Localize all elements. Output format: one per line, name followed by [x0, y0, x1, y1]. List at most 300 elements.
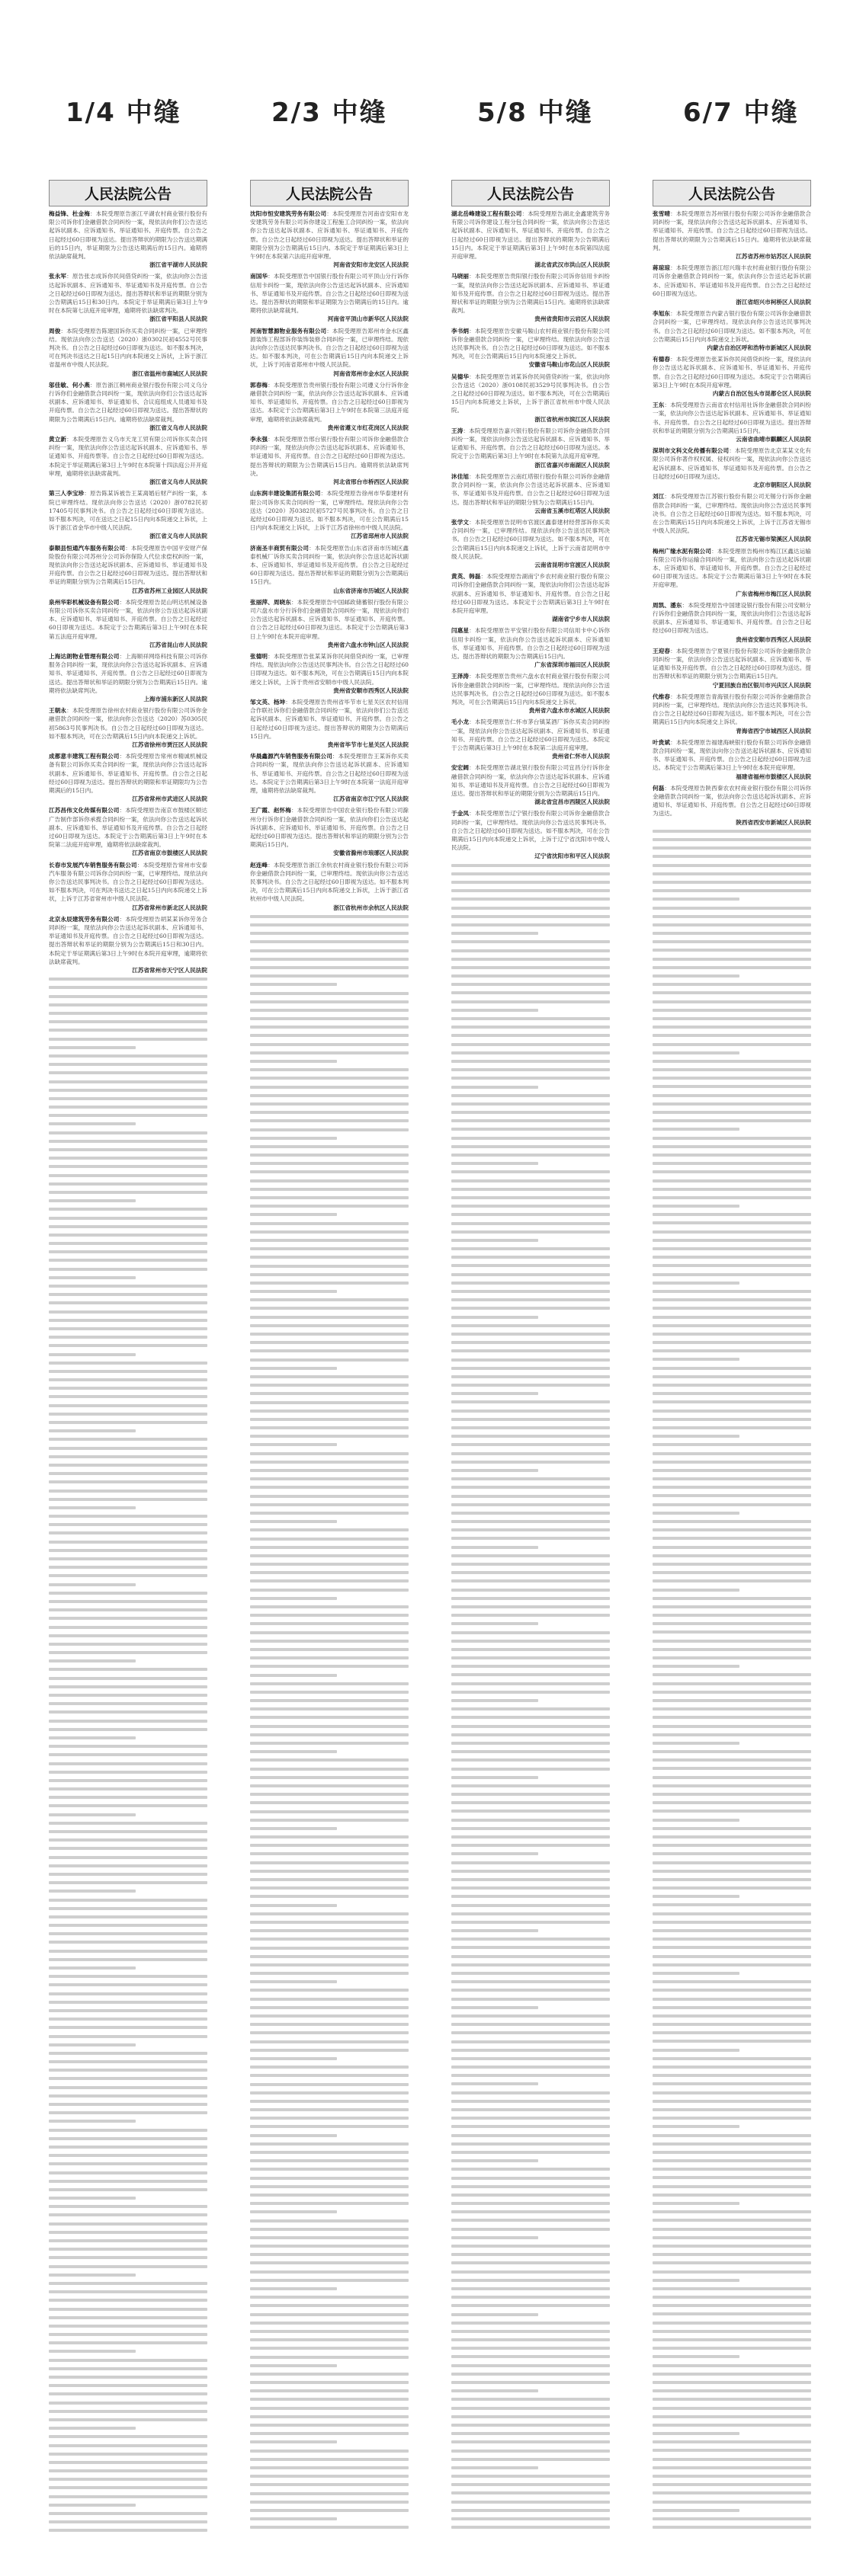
small-print-line	[250, 1060, 337, 1063]
small-print-line	[451, 1589, 610, 1592]
small-print-line	[653, 1503, 811, 1506]
notice-court: 上海市浦东新区人民法院	[143, 695, 207, 702]
small-print-line	[451, 2253, 610, 2256]
small-print-line	[653, 872, 811, 875]
small-print-line	[653, 1605, 811, 1608]
small-print-line	[653, 1102, 811, 1106]
small-print-line	[49, 1787, 207, 1790]
small-print-line	[653, 1656, 811, 1659]
small-print-line	[250, 2287, 337, 2290]
small-print-line	[653, 2049, 739, 2052]
small-print-line	[250, 1094, 409, 1097]
small-print-line	[250, 1495, 409, 1498]
small-print-line	[49, 2239, 207, 2242]
small-print-line	[653, 2185, 811, 2188]
small-print-line	[451, 1998, 610, 2001]
small-print-line	[49, 2444, 207, 2447]
small-print-line	[49, 1498, 207, 1501]
small-print-line	[653, 2381, 811, 2384]
small-print-line	[250, 1538, 409, 1541]
small-print-line	[250, 1349, 409, 1352]
small-print-line	[653, 2424, 811, 2427]
small-print-line	[653, 1955, 811, 1958]
small-print-line	[250, 1273, 409, 1276]
small-print-line	[653, 1068, 811, 1071]
small-print-line	[250, 2313, 409, 2316]
small-print-line	[451, 2338, 610, 2341]
notice-party: 湖北岳峰建设工程有限公司	[451, 210, 522, 217]
small-print-line	[49, 1429, 136, 1432]
notice-court: 江苏省徐州市贾汪区人民法院	[132, 741, 207, 748]
notice-court: 江苏省昆山市人民法院	[149, 641, 207, 648]
column-banner: 人民法院公告	[49, 180, 207, 206]
small-print-line	[49, 2341, 207, 2344]
small-print-line	[49, 2410, 207, 2413]
small-print-line	[653, 1435, 739, 1438]
notice-court: 贵州省六盘水市钟山区人民法院	[327, 641, 409, 648]
small-print-line	[49, 1531, 207, 1534]
small-print-line	[653, 2210, 811, 2213]
small-print-line	[653, 2202, 739, 2205]
small-print-line	[49, 1157, 207, 1160]
small-print-line	[250, 1648, 409, 1651]
notice-column-4	[653, 180, 811, 2542]
notice-party: 黄英、韩磊	[451, 573, 481, 581]
small-print-line	[250, 1392, 409, 1395]
small-print-line	[653, 2108, 811, 2111]
small-print-line	[250, 2125, 409, 2128]
small-print-line	[250, 1589, 409, 1592]
small-print-line	[451, 2057, 610, 2060]
small-print-line	[250, 2151, 409, 2154]
small-print-line	[653, 2364, 811, 2367]
notice-body: ：本院受理原告中国邮政储蓄银行股份有限公司六盘水市分行诉你们金融借款合同纠纷一案，现依法向你们公告送达起诉状副本、应诉通知书、举证通知书、开庭传票。自公告之日起经过60日即视为送达。本院定于公告期满后第3日上午9时在本院开庭审理。	[250, 598, 409, 640]
small-print-line	[451, 1443, 610, 1446]
notice-item	[49, 861, 207, 912]
small-print-line	[49, 1651, 207, 1654]
notice-court: 江苏省南京市江宁区人民法院	[333, 795, 409, 803]
small-print-line	[250, 1452, 409, 1455]
small-print-line	[49, 1046, 136, 1049]
small-print-line	[250, 1102, 409, 1106]
small-print-line	[49, 1523, 207, 1526]
small-print-line	[451, 1034, 610, 1037]
small-print-line	[451, 1554, 610, 1557]
small-print-line	[49, 1038, 207, 1041]
small-print-line	[250, 1852, 409, 1855]
small-print-line	[653, 1162, 811, 1165]
small-print-line	[49, 1549, 207, 1552]
small-print-line	[451, 1495, 610, 1498]
small-print-line	[451, 1972, 610, 1975]
small-print-line	[451, 1256, 610, 1259]
small-print-line	[250, 1358, 409, 1362]
column-filler	[250, 915, 409, 2529]
small-print-line	[451, 2159, 538, 2162]
small-print-line	[250, 2023, 409, 2026]
small-print-line	[49, 2333, 207, 2336]
small-print-line	[49, 1191, 207, 1194]
small-print-line	[653, 1137, 811, 1140]
small-print-line	[451, 983, 610, 986]
small-print-line	[250, 1486, 409, 1489]
notice-body: ：本院受理原告陈建国诉你买卖合同纠纷一案，已审理终结。现依法向你公告送达（2020）浙0302民初4552号民事判决书。自公告之日起经过60日即视为送达。如不服本判决，可在判决书送达之日起15日内向本院递交上诉状，上诉于浙江省温州市中级人民法院。	[49, 327, 207, 369]
small-print-line	[653, 1742, 739, 1745]
small-print-line	[49, 1259, 207, 1262]
small-print-line	[653, 838, 811, 841]
small-print-line	[451, 1426, 610, 1429]
small-print-line	[250, 2296, 409, 2299]
notice-body: ：上海顺祥网络科技有限公司诉你服务合同纠纷一案，现依法向你公告送达起诉状副本、应诉通知书、举证通知书、开庭传票。自公告之日起经过60日即视为送达。提出答辩状和举证的期限分别为公告期满后15日内。逾期将依法缺席判决。	[49, 652, 207, 694]
small-print-line	[250, 1571, 409, 1574]
small-print-line	[49, 2052, 207, 2055]
small-print-line	[250, 1605, 409, 1608]
small-print-line	[653, 2338, 811, 2341]
small-print-line	[49, 1941, 207, 1944]
small-print-line	[451, 2509, 610, 2512]
notice-court: 广东省梅州市梅江区人民法院	[736, 590, 811, 597]
notice-party: 马晓丽	[451, 273, 470, 280]
small-print-line	[250, 2253, 409, 2256]
notice-item	[451, 718, 610, 760]
notice-party: 李永强	[250, 436, 268, 443]
small-print-line	[451, 1435, 610, 1438]
small-print-line	[451, 1264, 610, 1267]
notice-court: 贵州省仁怀市人民法院	[552, 753, 610, 760]
notice-court: 贵州省贵阳市云岩区人民法院	[534, 315, 610, 323]
small-print-line	[49, 2171, 207, 2174]
notice-body: ：本院受理原告平安银行股份有限公司信用卡中心诉你信用卡纠纷一案，依法向你公告送达起诉状副本、应诉通知书、举证通知书、开庭传票。自公告之日起经过60日即视为送达。提出答辩状的期限为公告期满后15日内。	[451, 627, 610, 660]
small-print-line	[250, 1316, 409, 1319]
small-print-line	[451, 1878, 610, 1881]
small-print-line	[250, 1622, 409, 1625]
small-print-line	[250, 983, 337, 986]
small-print-line	[49, 2274, 136, 2277]
notice-item	[49, 706, 207, 749]
small-print-line	[451, 2483, 610, 2486]
small-print-line	[653, 1298, 811, 1301]
small-print-line	[653, 2261, 811, 2264]
notice-court: 湖南省宁乡市人民法院	[552, 616, 610, 623]
small-print-line	[49, 1626, 207, 1629]
small-print-line	[653, 1716, 811, 1719]
notice-body: ：本院受理原告湖北银行股份有限公司宜昌分行诉你金融借款合同纠纷一案，依法向你公告送达起诉状副本、应诉通知书、举证通知书及开庭传票。自公告之日起经过60日即视为送达。提出答辩状和举证的期限分别为公告期满后15日内。	[451, 764, 610, 797]
small-print-line	[49, 2146, 207, 2149]
small-print-line	[49, 1490, 207, 1493]
small-print-line	[653, 2117, 811, 2120]
small-print-line	[250, 1520, 337, 1523]
small-print-line	[49, 2009, 207, 2012]
small-print-line	[250, 2415, 409, 2418]
small-print-line	[250, 2159, 409, 2162]
small-print-line	[451, 932, 538, 935]
small-print-line	[250, 2458, 409, 2461]
small-print-line	[250, 1265, 409, 1268]
small-print-line	[653, 2091, 811, 2094]
small-print-line	[250, 1929, 409, 1932]
small-print-line	[250, 2398, 409, 2401]
small-print-line	[451, 1691, 610, 1694]
small-print-line	[49, 1353, 136, 1356]
small-print-line	[653, 2066, 811, 2069]
small-print-line	[653, 1026, 811, 1029]
small-print-line	[653, 2228, 811, 2231]
small-print-line	[49, 1285, 207, 1288]
small-print-line	[653, 2509, 739, 2512]
notice-item	[653, 784, 811, 827]
small-print-line	[250, 923, 409, 926]
small-print-line	[451, 1870, 610, 1873]
small-print-line	[451, 2407, 610, 2410]
notice-party: 赵连峰	[250, 861, 268, 869]
notice-party: 郭春梅	[250, 381, 268, 389]
notice-item	[451, 472, 610, 515]
small-print-line	[653, 1119, 811, 1122]
small-print-line	[451, 1716, 610, 1719]
small-print-line	[49, 1362, 207, 1365]
small-print-line	[250, 2364, 337, 2367]
small-print-line	[250, 2091, 409, 2094]
small-print-line	[451, 1017, 610, 1020]
notice-item	[250, 489, 409, 540]
small-print-line	[451, 2066, 610, 2069]
notice-court: 云南省曲靖市麒麟区人民法院	[736, 436, 811, 443]
small-print-line	[653, 2347, 811, 2350]
small-print-line	[653, 1367, 811, 1370]
small-print-line	[451, 958, 610, 961]
small-print-line	[451, 1758, 610, 1762]
notice-body: ：原告浙江稠州商业银行股份有限公司义乌分行诉你们金融借款合同纠纷一案，现依法向你们公告送达起诉状副本、应诉通知书、举证通知书、合议庭组成人员通知书及开庭传票。自公告之日起经过60日即视为送达。提出答辩状的期限为公告期满后15日内。逾期将依法缺席裁判。	[49, 381, 207, 423]
notice-party: 张雪晴	[653, 210, 671, 217]
small-print-line	[451, 2450, 610, 2453]
small-print-line	[451, 1043, 610, 1046]
small-print-line	[653, 2373, 811, 2376]
small-print-line	[49, 1395, 207, 1398]
small-print-line	[250, 2509, 409, 2512]
small-print-line	[49, 1677, 207, 1680]
small-print-line	[653, 2287, 811, 2290]
small-print-line	[49, 1387, 207, 1390]
small-print-line	[451, 2219, 610, 2222]
notice-body: ：本院受理原告北京某某文化有限公司诉你著作权权属、侵权纠纷一案，现依法向你公告送达起诉状副本、应诉通知书、举证通知书及开庭传票。自公告之日起经过60日即视为送达。	[653, 447, 811, 480]
small-print-line	[653, 1750, 811, 1753]
small-print-line	[250, 1955, 409, 1958]
notice-item	[451, 672, 610, 715]
small-print-line	[451, 1946, 610, 1949]
notice-body: ：本院受理原告张某诉你民间借贷纠纷一案，现依法向你公告送达起诉状副本、应诉通知书、举证通知书、开庭传票。自公告之日起经过60日即视为送达。本院定于公告期满后第3日上午9时在本院开庭审理。	[653, 356, 811, 389]
small-print-line	[451, 1528, 610, 1531]
small-print-line	[49, 1830, 207, 1833]
small-print-line	[49, 1148, 207, 1151]
small-print-line	[451, 2049, 610, 2052]
notice-list	[250, 210, 409, 912]
small-print-line	[451, 1145, 610, 1148]
small-print-line	[451, 2304, 610, 2307]
notice-item	[451, 763, 610, 806]
small-print-line	[653, 2219, 811, 2222]
notice-item	[250, 698, 409, 749]
small-print-line	[451, 2023, 610, 2026]
small-print-line	[653, 1844, 811, 1847]
small-print-line	[653, 2407, 811, 2410]
notice-body: ：本院受理原告陕西秦农农村商业银行股份有限公司诉你金融借款合同纠纷一案，依法向你公告送达起诉状副本、应诉通知书、举证通知书、开庭传票。自公告之日起经过60日即视为送达。	[653, 784, 811, 818]
small-print-line	[653, 1477, 811, 1480]
small-print-line	[49, 1131, 207, 1134]
notice-body: ：本院受理原告南京市鼓楼区顺达广告制作部诉你承揽合同纠纷一案，依法向你公告送达起诉状副本、应诉通知书、举证通知书及开庭传票。自公告之日起经过60日即视为送达。本院定于公告期满后第3日上午9时在本院第二法庭开庭审理，逾期将依法缺席裁判。	[49, 807, 207, 849]
notice-column-1	[49, 180, 207, 2542]
small-print-line	[49, 1685, 207, 1688]
small-print-line	[250, 2177, 409, 2180]
small-print-line	[250, 1145, 409, 1148]
small-print-line	[653, 1707, 811, 1710]
notice-party: 于金凤	[451, 810, 470, 818]
notice-party: 张学文	[451, 518, 470, 526]
small-print-line	[653, 1963, 811, 1966]
notice-item	[250, 327, 409, 378]
small-print-line	[49, 2316, 207, 2319]
small-print-line	[451, 872, 610, 875]
small-print-line	[49, 1276, 136, 1279]
small-print-line	[250, 1503, 409, 1506]
notice-party: 周凯、潘东	[653, 601, 682, 609]
small-print-line	[250, 940, 409, 943]
small-print-line	[250, 1111, 409, 1114]
notice-body: ：本院受理原告邢台银行股份有限公司诉你金融借款合同纠纷一案，现依法向你公告送达起诉状副本、应诉通知书、举证通知书、开庭传票。自公告之日起经过60日即视为送达。提出答辩状的期限为公告期满后15日内。逾期将依法缺席判决。	[250, 436, 409, 477]
small-print-line	[49, 2461, 207, 2464]
notice-court: 云南省玉溪市红塔区人民法院	[534, 507, 610, 514]
small-print-line	[250, 1000, 409, 1003]
notice-party: 安宏阔	[451, 764, 470, 772]
small-print-line	[250, 2501, 409, 2504]
small-print-line	[451, 966, 610, 969]
small-print-line	[49, 1506, 136, 1509]
small-print-line	[451, 1733, 610, 1736]
notice-body: ：本院受理原告江苏银行股份有限公司无锡分行诉你金融借款合同纠纷一案，已审理终结。现依法向你公告送达民事判决书。自公告之日起经过60日即视为送达。如不服本判决，可在公告期满后15日内向本院递交上诉状，上诉于江苏省无锡市中级人民法院。	[653, 493, 811, 535]
small-print-line	[49, 2350, 136, 2353]
small-print-line	[451, 1810, 610, 1813]
small-print-line	[250, 1469, 409, 1472]
small-print-line	[451, 1546, 538, 1549]
small-print-line	[653, 2475, 811, 2478]
small-print-line	[49, 1089, 207, 1092]
small-print-line	[653, 1494, 811, 1497]
small-print-line	[49, 1071, 207, 1074]
small-print-line	[653, 1630, 811, 1634]
small-print-line	[49, 1054, 207, 1058]
small-print-line	[653, 1861, 811, 1864]
small-print-line	[653, 1903, 811, 1906]
small-print-line	[653, 1230, 811, 1234]
small-print-line	[49, 1668, 207, 1671]
small-print-line	[653, 1835, 811, 1838]
small-print-line	[653, 1469, 811, 1472]
notice-court: 江苏省邳州市人民法院	[351, 533, 409, 540]
notice-court: 江苏省南京市鼓楼区人民法院	[132, 850, 207, 857]
small-print-line	[49, 1915, 207, 1918]
notice-item	[250, 544, 409, 595]
small-print-line	[250, 1213, 337, 1216]
small-print-line	[250, 1017, 409, 1020]
notice-body: ：本院受理原告浙江平湖农村商业银行股份有限公司诉你们金融借款合同纠纷一案，现依法向你们公告送达起诉状副本、应诉通知书、举证通知书、开庭传票。自公告之日起经过60日即视为送达。提出答辩状的期限为公告送达期满后的15日内，举证期限为公告送达期满后的15日内。逾期将依法缺席裁判。	[49, 210, 207, 261]
small-print-line	[250, 1776, 409, 1779]
small-print-line	[653, 1154, 811, 1157]
small-print-line	[250, 1384, 409, 1387]
small-print-line	[451, 1656, 610, 1659]
small-print-line	[451, 2006, 538, 2009]
small-print-line	[49, 2222, 207, 2226]
small-print-line	[653, 2432, 739, 2435]
small-print-line	[49, 2402, 207, 2405]
small-print-line	[250, 2381, 409, 2384]
small-print-line	[653, 1486, 811, 1489]
small-print-line	[451, 2347, 610, 2350]
notice-body: ：本院受理原告苏州银行股份有限公司诉你金融借款合同纠纷一案，现依法向你公告送达起诉状副本、应诉通知书、举证通知书、开庭传票。自公告之日起经过60日即视为送达。提出答辩状的期限为公告期满后15日内。逾期将依法缺席裁判。	[653, 210, 811, 251]
small-print-line	[49, 1736, 136, 1739]
small-print-line	[49, 2512, 207, 2515]
small-print-line	[653, 1410, 811, 1413]
small-print-line	[49, 1378, 207, 1381]
notice-court: 浙江省温州市鹿城区人民法院	[132, 370, 207, 377]
small-print-line	[653, 2389, 811, 2392]
small-print-line	[653, 1196, 811, 1199]
small-print-line	[250, 1819, 409, 1822]
small-print-line	[49, 1634, 207, 1637]
small-print-line	[250, 1733, 409, 1736]
small-print-line	[451, 1349, 610, 1352]
small-print-line	[451, 991, 610, 994]
small-print-line	[49, 1464, 207, 1467]
small-print-line	[250, 2492, 409, 2495]
small-print-line	[653, 2159, 811, 2162]
small-print-line	[49, 2001, 207, 2004]
small-print-line	[451, 1384, 610, 1387]
small-print-line	[451, 2142, 610, 2146]
notice-court: 浙江省平阳县人民法院	[149, 315, 207, 323]
small-print-line	[653, 1938, 811, 1941]
notice-party: 吴德华	[451, 373, 470, 380]
small-print-line	[451, 1665, 610, 1668]
small-print-line	[451, 1614, 610, 1617]
small-print-line	[250, 1989, 409, 1992]
notice-item	[250, 381, 409, 432]
small-print-line	[49, 2495, 207, 2498]
small-print-line	[451, 940, 610, 943]
small-print-line	[250, 1784, 409, 1787]
small-print-line	[653, 1998, 811, 2001]
small-print-line	[451, 2117, 610, 2120]
small-print-line	[451, 1835, 610, 1838]
small-print-line	[49, 1404, 207, 1407]
small-print-line	[653, 1912, 811, 1915]
small-print-line	[250, 1443, 337, 1446]
small-print-line	[49, 1557, 207, 1560]
small-print-line	[49, 1455, 207, 1458]
small-print-line	[451, 1597, 610, 1600]
small-print-line	[451, 2074, 610, 2077]
notice-item	[451, 272, 610, 323]
notice-item	[653, 446, 811, 489]
small-print-line	[653, 2082, 811, 2085]
notice-party: 王涛	[451, 427, 463, 434]
small-print-line	[451, 1622, 538, 1625]
small-print-line	[49, 2435, 207, 2438]
small-print-line	[250, 1895, 409, 1898]
small-print-line	[49, 1097, 207, 1100]
small-print-line	[653, 1554, 811, 1557]
small-print-line	[451, 1392, 538, 1395]
small-print-line	[49, 1319, 207, 1322]
small-print-line	[49, 1856, 207, 1859]
